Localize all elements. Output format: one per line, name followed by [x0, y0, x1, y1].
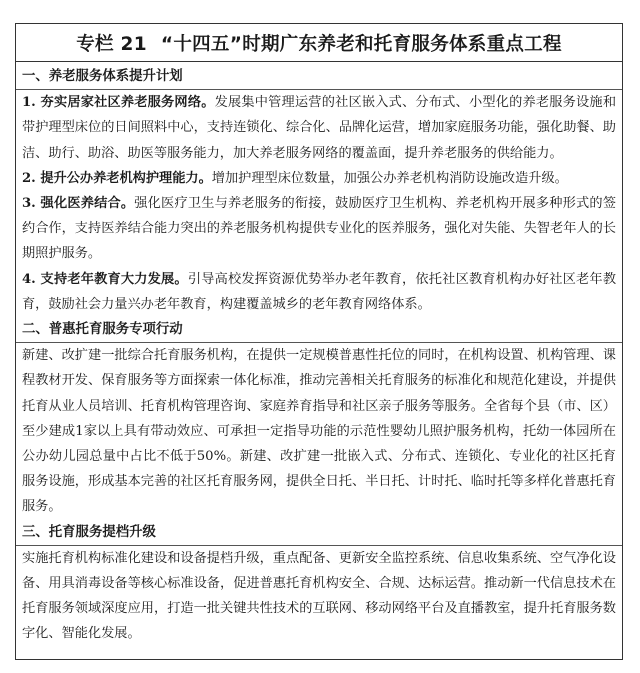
item-lead: 4. 支持老年教育大力发展。 — [22, 271, 188, 287]
item-body: 发展集中管理运营的社区嵌入式、分布式、小型化的养老服务设施和带护理型床位的日间照料中心，支持连锁化、综合化、品牌化运营，增加家庭服务功能，强化助餐、助洁、助行、助浴、助医等服务能力，加大养老服务网络的覆盖面，提升养老服务的供给能力。 — [22, 95, 617, 161]
item-lead: 1. 夯实居家社区养老服务网络。 — [22, 95, 215, 111]
box-title — [16, 24, 622, 62]
box-content — [16, 62, 622, 647]
item-body: 强化医疗卫生与养老服务的衔接，鼓励医疗卫生机构、养老机构开展多种形式的签约合作，支持医养结合能力突出的养老服务机构提供专业化的医养服务，强化对失能、失智老年人的长期照护服务。 — [22, 196, 617, 262]
item-elderly-education — [22, 267, 616, 317]
item-home-community-network — [22, 90, 616, 166]
item-lead: 2. 提升公办养老机构护理能力。 — [22, 170, 212, 186]
section-heading-childcare-upgrade: 三、托育服务提档升级 — [22, 523, 156, 540]
section-heading-elderly-care: 一、养老服务体系提升计划 — [22, 68, 183, 84]
feature-box — [15, 23, 623, 660]
item-public-institution-care — [22, 166, 616, 191]
column-title: “十四五”时期广东养老和托育服务体系重点工程 — [160, 33, 562, 55]
section-heading-childcare-action: 二、普惠托育服务专项行动 — [22, 321, 183, 338]
column-number: 专栏 21 — [76, 33, 147, 55]
section-body-childcare-upgrade: 实施托育机构标准化建设和设备提档升级，重点配备、更新安全监控系统、信息收集系统、空气净化设备、用具消毒设备等核心标准设备，促进普惠托育机构安全、合规、达标运营。推动新一代信息技术在托育服务领域深度应用，打造一批关键共性技术的互联网、移动网络平台及直播教室，提升托育服务数字化、智能化发展。 — [22, 550, 616, 642]
item-medical-care-integration — [22, 191, 616, 267]
section-body-childcare-action: 新建、改扩建一批综合托育服务机构，在提供一定规模普惠性托位的同时，在机构设置、机构管理、课程教材开发、保育服务等方面探索一体化标准，推动完善相关托育服务的标准化和规范化建设，并提供托育从业人员培训、托育机构管理咨询、家庭养育指导和社区亲子服务等服务。全省每个县（市、区）至少建成1家以上具有带动效应、可承担一定指导功能的示范性婴幼儿照护服务机构，托幼一体园所在公办幼儿园总量中占比不低于50%。新建、改扩建一批嵌入式、分布式、连锁化、专业化的社区托育服务设施，形成基本完善的社区托育服务网，提供全日托、半日托、计时托、临时托等多样化普惠托育服务。 — [22, 348, 616, 515]
item-body: 增加护理型床位数量，加强公办养老机构消防设施改造升级。 — [211, 170, 568, 186]
item-lead: 3. 强化医养结合。 — [22, 196, 135, 212]
item-body: 引导高校发挥资源优势举办老年教育，依托社区教育机构办好社区老年教育，鼓励社会力量兴办老年教育，构建覆盖城乡的老年教育网络体系。 — [22, 271, 617, 312]
